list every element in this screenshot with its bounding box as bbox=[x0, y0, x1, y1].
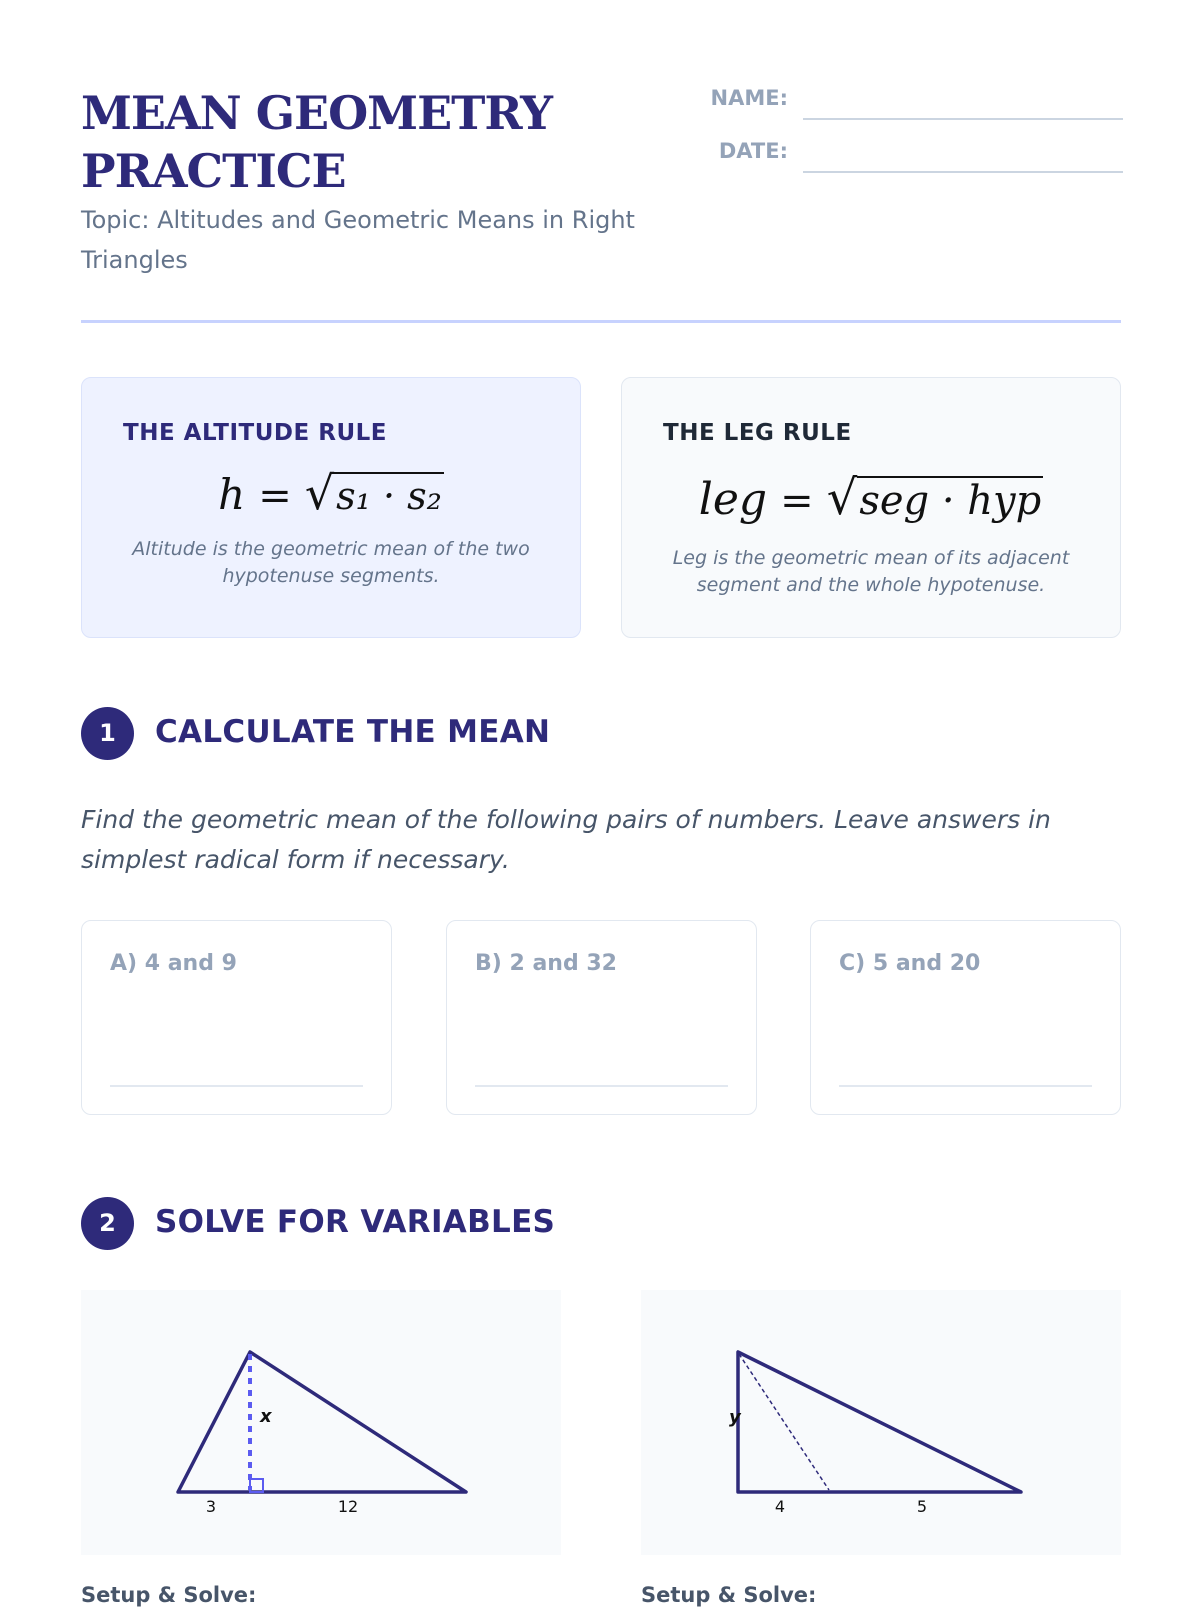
leg-rule-card bbox=[621, 377, 1121, 638]
setup-label-right: Setup & Solve: bbox=[641, 1583, 817, 1607]
title-line-1: MEAN GEOMETRY bbox=[81, 86, 553, 140]
formula-radicand: s₁ · s₂ bbox=[336, 474, 442, 518]
formula-lhs: h bbox=[218, 470, 246, 519]
leg-rule-formula bbox=[622, 470, 1120, 526]
formula-equals: = bbox=[258, 473, 292, 519]
section-1-instructions: Find the geometric mean of the following pairs of numbers. Leave answers in simplest radical form if necessary. bbox=[81, 805, 1051, 874]
problem-b-answer-line[interactable] bbox=[475, 1085, 728, 1087]
date-label: DATE: bbox=[718, 139, 788, 163]
radical-sign-icon: √ bbox=[304, 466, 335, 520]
segment-left-label: 4 bbox=[774, 1497, 786, 1516]
leg-rule-title: THE LEG RULE bbox=[663, 420, 852, 446]
radical-sign-icon: √ bbox=[826, 470, 858, 526]
setup-label-left: Setup & Solve: bbox=[81, 1583, 257, 1607]
segment-right-label: 5 bbox=[916, 1497, 928, 1516]
leg-rule-description: Leg is the geometric mean of its adjacent segment and the whole hypotenuse. bbox=[672, 547, 1070, 596]
problem-c-answer-line[interactable] bbox=[839, 1085, 1092, 1087]
section-1-badge: 1 bbox=[81, 707, 134, 760]
altitude-rule-description: Altitude is the geometric mean of the two hypotenuse segments. bbox=[132, 538, 530, 587]
section-1-title: CALCULATE THE MEAN bbox=[155, 714, 551, 750]
formula-radicand: seg · hyp bbox=[859, 478, 1042, 524]
diagram-leg bbox=[641, 1290, 1121, 1555]
leg-triangle-diagram bbox=[641, 1290, 1121, 1555]
altitude-rule-title: THE ALTITUDE RULE bbox=[123, 420, 387, 446]
triangle-outline bbox=[738, 1352, 1021, 1492]
altitude-rule-card bbox=[81, 377, 581, 638]
diagram-altitude bbox=[81, 1290, 561, 1555]
problem-a-answer-line[interactable] bbox=[110, 1085, 363, 1087]
formula-lhs: leg bbox=[698, 474, 768, 525]
section-2-badge: 2 bbox=[81, 1197, 134, 1250]
title-line-2: PRACTICE bbox=[81, 144, 346, 198]
problem-b-label: B) 2 and 32 bbox=[475, 951, 617, 976]
topic-subtitle: Topic: Altitudes and Geometric Means in Right Triangles bbox=[81, 206, 635, 274]
formula-equals: = bbox=[780, 478, 814, 524]
worksheet-title bbox=[81, 84, 681, 200]
date-field[interactable] bbox=[803, 171, 1123, 173]
variable-x-label: x bbox=[260, 1406, 272, 1427]
problem-a-label: A) 4 and 9 bbox=[110, 951, 237, 976]
problem-card-c bbox=[810, 920, 1121, 1115]
altitude-triangle-diagram bbox=[81, 1290, 561, 1555]
name-label: NAME: bbox=[710, 86, 788, 110]
section-2-title: SOLVE FOR VARIABLES bbox=[155, 1204, 556, 1240]
triangle-outline bbox=[178, 1352, 466, 1492]
segment-right-label: 12 bbox=[337, 1497, 359, 1516]
header-divider bbox=[81, 320, 1121, 323]
variable-y-label: y bbox=[729, 1407, 741, 1428]
problem-c-label: C) 5 and 20 bbox=[839, 951, 981, 976]
segment-left-label: 3 bbox=[205, 1497, 217, 1516]
problem-card-b bbox=[446, 920, 757, 1115]
right-angle-marker bbox=[250, 1479, 263, 1492]
problem-card-a bbox=[81, 920, 392, 1115]
name-field[interactable] bbox=[803, 118, 1123, 120]
altitude-rule-formula bbox=[82, 466, 580, 520]
